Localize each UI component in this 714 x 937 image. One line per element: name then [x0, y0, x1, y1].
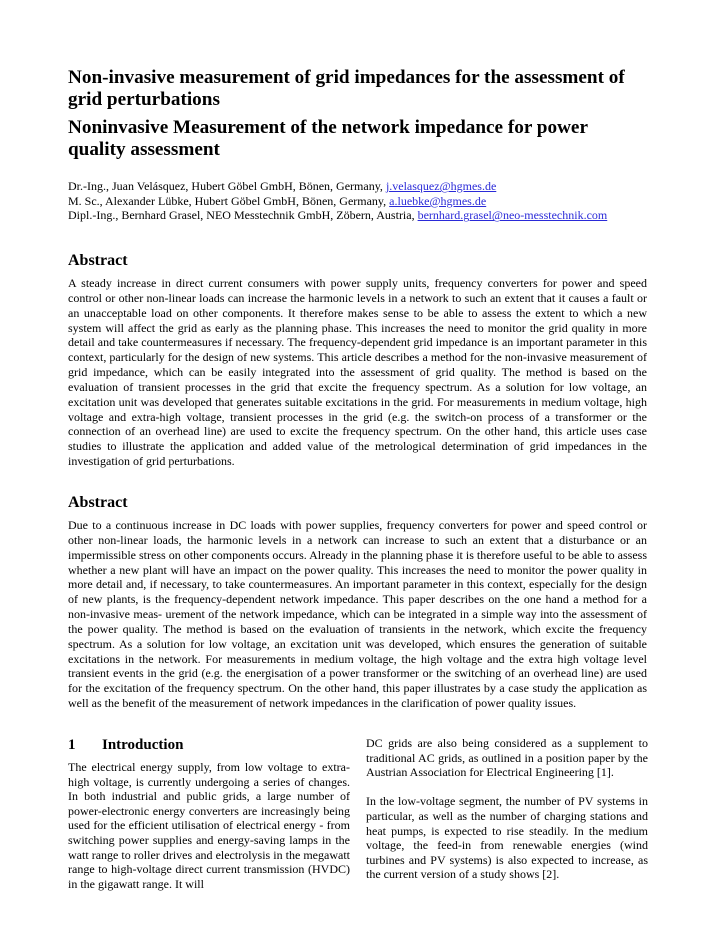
author-email-link[interactable]: bernhard.grasel@neo-messtechnik.com	[417, 208, 608, 223]
abstract-heading-english: Abstract	[68, 494, 128, 511]
author-affiliation: M. Sc., Alexander Lübke, Hubert Göbel GmbH, Bönen, Germany,	[68, 193, 390, 208]
abstract-paragraph-english: Due to a continuous increase in DC loads with power supplies, frequency converters for power and speed control or other non-linear loads, the harmonic levels in a network can increase to such an extent that a disturbance or an impermissible stress on other components occurs. Already in the planning phase it is therefore useful to be able to assess whether a new plant will have an impact on the power quality. This increases the need to monitor the power quality in more detail and, if necessary, to take countermeasures. An important parameter in this context, especially for the design of new plants, is the frequency-dependent network impedance. This paper describes on the one hand a method for a non-invasive meas- urement of the network impedance, which can be integrated in a simple way into the assessment of the power quality. The method is based on the evaluation of transients in the network, which excite the frequency spectrum. As a solution for low voltage, an excitation unit was developed, which ensures the generation of suitable excitations in the network. For measurements in medium voltage, the high voltage and the extra high voltage level transient events in the grid (e.g. the energisation of a power transformer or the switching of an overhead line) are used for the excitation of the frequency spectrum. On the other hand, this paper illustrates by a case study the application as well as the benefit of the measurement of network impedances in the clarification of power quality issues.	[68, 518, 647, 711]
author-entry	[68, 194, 668, 209]
author-entry	[68, 208, 668, 223]
section-title: Introduction	[102, 737, 184, 753]
author-email-link[interactable]: a.luebke@hgmes.de	[389, 193, 487, 208]
introduction-paragraph: DC grids are also being considered as a supplement to traditional AC grids, as outlined in a position paper by the Austrian Association for Electrical Engineering [1].	[366, 736, 648, 780]
introduction-paragraph: In the low-voltage segment, the number of PV systems in particular, as well as the number of charging stations and heat pumps, is expected to rise steadily. In the medium voltage, the feed-in from renewable energies (wind turbines and PV systems) is also expected to increase, as the current version of a study shows [2].	[366, 794, 648, 882]
section-number: 1	[68, 737, 76, 753]
author-entry	[68, 179, 668, 194]
introduction-heading	[68, 736, 183, 754]
paper-title-english: Noninvasive Measurement of the network impedance for power quality assessment	[68, 117, 588, 160]
author-email-link[interactable]: j.velasquez@hgmes.de	[385, 179, 497, 193]
abstract-heading: Abstract	[68, 252, 128, 269]
introduction-left-column	[68, 760, 350, 891]
paper-title: Non-invasive measurement of grid impedances for the assessment of grid perturbations	[68, 67, 625, 110]
introduction-right-column	[366, 736, 648, 882]
abstract-paragraph: A steady increase in direct current consumers with power supply units, frequency converters for power and speed control or other non-linear loads can increase the harmonic levels in a network to such an extent that it causes a fault or an unacceptable load on other components. It therefore makes sense to be able to assess the extent to which a new system will affect the grid as early as the planning phase. This increases the need to monitor the grid quality in more detail and take countermeasures if necessary. The frequency-dependent grid impedance is an important parameter in this context, particularly for the design of new systems. This article describes a method for the non-invasive measurement of grid impedance, which can be easily integrated into the assessment of grid quality. The method is based on the evaluation of transient processes in the grid that excite the frequency spectrum. As a solution for low voltage, an excitation unit was developed that generates suitable excitations in the grid. For measurements in medium voltage, high voltage and extra-high voltage, transient processes in the grid (e.g. the switch-on process of a transformer or the connection of an overhead line) are used to excite the frequency spectrum. On the other hand, this article uses case studies to illustrate the application and added value of the metrological determination of grid impedances in the investigation of grid perturbations.	[68, 276, 647, 469]
introduction-paragraph: The electrical energy supply, from low voltage to extra-high voltage, is currently undergoing a series of changes. In both industrial and public grids, a large number of power-electronic energy converters are increasingly being used for the efficient utilisation of electrical energy - from switching power supplies and energy-saving lamps in the watt range to roller drives and electrolysis in the megawatt range to high-voltage direct current transmission (HVDC) in the gigawatt range. It will	[68, 760, 350, 891]
author-affiliation: Dr.-Ing., Juan Velásquez, Hubert Göbel GmbH, Bönen, Germany,	[68, 179, 386, 193]
author-list	[68, 179, 668, 223]
author-affiliation: Dipl.-Ing., Bernhard Grasel, NEO Messtechnik GmbH, Zöbern, Austria,	[68, 208, 418, 223]
